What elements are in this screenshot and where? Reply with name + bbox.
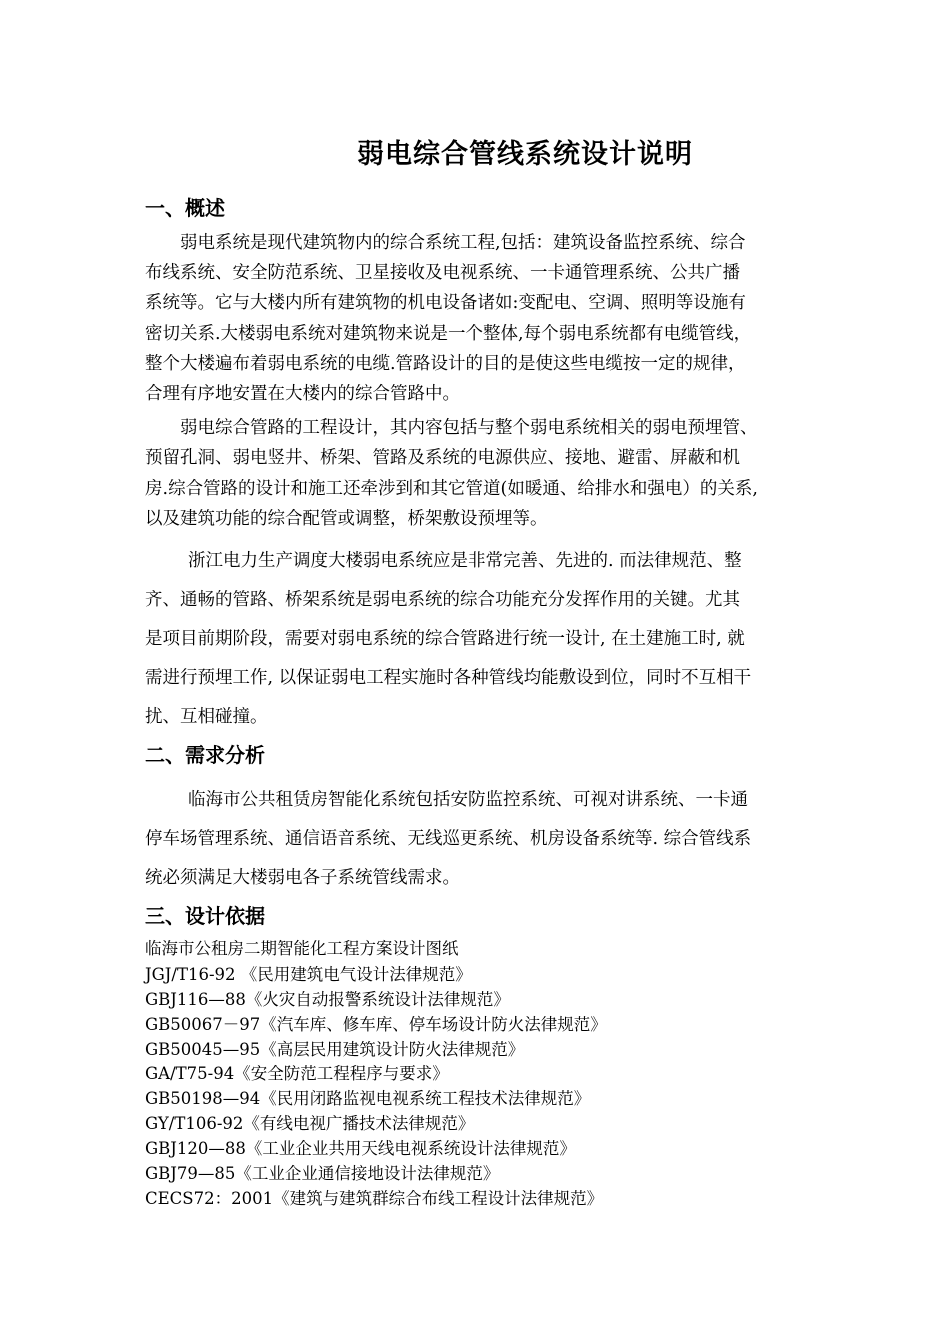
- paragraph-line: 齐、通畅的管路、桥架系统是弱电系统的综合功能充分发挥作用的关键。尤其: [145, 590, 740, 610]
- section-heading-requirements: 二、需求分析: [145, 743, 265, 767]
- paragraph-line: 是项目前期阶段，需要对弱电系统的综合管路进行统一设计, 在土建施工时, 就: [145, 629, 745, 649]
- paragraph-line: 合理有序地安置在大楼内的综合管路中。: [145, 384, 460, 404]
- paragraph-line: 布线系统、安全防范系统、卫星接收及电视系统、一卡通管理系统、公共广播: [145, 263, 740, 283]
- paragraph-line: 以及建筑功能的综合配管或调整，桥架敷设预埋等。: [145, 509, 548, 529]
- paragraph-line: 弱电系统是现代建筑物内的综合系统工程,包括：建筑设备监控系统、综合: [180, 233, 746, 253]
- reference-item: GB50198—94《民用闭路监视电视系统工程技术法律规范》: [145, 1089, 591, 1108]
- document-title: 弱电综合管线系统设计说明: [357, 139, 693, 170]
- paragraph-line: 整个大楼遍布着弱电系统的电缆.管路设计的目的是使这些电缆按一定的规律，: [145, 354, 746, 374]
- paragraph-line: 扰、互相碰撞。: [145, 707, 268, 727]
- reference-item: CECS72：2001《建筑与建筑群综合布线工程设计法律规范》: [145, 1189, 604, 1208]
- reference-item: GBJ116—88《火灾自动报警系统设计法律规范》: [145, 990, 510, 1009]
- paragraph-line: 需进行预埋工作, 以保证弱电工程实施时各种管线均能敷设到位，同时不互相干: [145, 668, 752, 688]
- paragraph-line: 临海市公共租赁房智能化系统包括安防监控系统、可视对讲系统、一卡通: [188, 790, 748, 810]
- paragraph-line: 密切关系.大楼弱电系统对建筑物来说是一个整体,每个弱电系统都有电缆管线，: [145, 324, 752, 344]
- section-heading-design-basis: 三、设计依据: [145, 904, 265, 928]
- reference-item: JGJ/T16-92 《民用建筑电气设计法律规范》: [145, 965, 472, 984]
- reference-item: 临海市公租房二期智能化工程方案设计图纸: [145, 939, 459, 958]
- reference-item: GB50067－97《汽车库、修车库、停车场设计防火法律规范》: [145, 1015, 607, 1034]
- paragraph-line: 浙江电力生产调度大楼弱电系统应是非常完善、先进的. 而法律规范、整: [188, 551, 742, 571]
- reference-item: GBJ120—88《工业企业共用天线电视系统设计法律规范》: [145, 1139, 576, 1158]
- paragraph-line: 预留孔洞、弱电竖井、桥架、管路及系统的电源供应、接地、避雷、屏蔽和机: [145, 448, 740, 468]
- paragraph-line: 系统等。它与大楼内所有建筑物的机电设备诸如:变配电、空调、照明等设施有: [145, 293, 746, 313]
- reference-item: GA/T75-94《安全防范工程程序与要求》: [145, 1064, 449, 1083]
- reference-item: GB50045—95《高层民用建筑设计防火法律规范》: [145, 1040, 525, 1059]
- paragraph-line: 统必须满足大楼弱电各子系统管线需求。: [145, 868, 460, 888]
- paragraph-line: 房.综合管路的设计和施工还牵涉到和其它管道(如暖通、给排水和强电）的关系,: [145, 479, 758, 499]
- reference-item: GY/T106-92《有线电视广播技术法律规范》: [145, 1114, 475, 1133]
- section-heading-overview: 一、概述: [145, 196, 225, 220]
- paragraph-line: 停车场管理系统、通信语音系统、无线巡更系统、机房设备系统等. 综合管线系: [145, 829, 752, 849]
- reference-item: GBJ79—85《工业企业通信接地设计法律规范》: [145, 1164, 500, 1183]
- paragraph-line: 弱电综合管路的工程设计，其内容包括与整个弱电系统相关的弱电预埋管、: [180, 418, 758, 438]
